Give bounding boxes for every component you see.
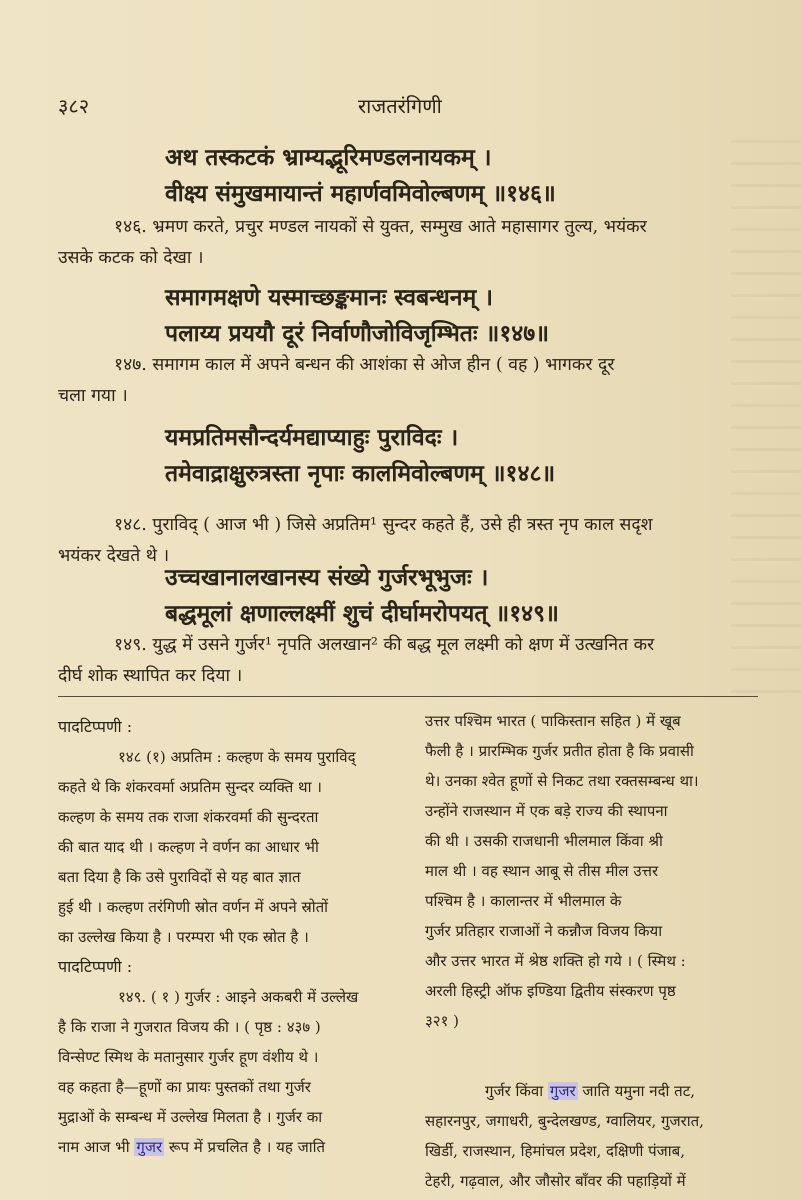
verse-146-line1: अथ तस्कटकं भ्राम्यद्भूरिमण्डलनायकम् । [165,144,492,171]
footnote-line: थे। उनका श्वेत हूणों से निकट तथा रक्तसम्बन्ध था। [425,772,699,790]
footnote-line: कहते थे कि शंकरवर्मा अप्रतिम सुन्दर व्यक्ति था । [58,778,322,796]
footnote-line: १४८ (१) अप्रतिम : कल्हण के समय पुराविद् [118,748,356,766]
footnote-line: की बात याद थी । कल्हण ने वर्णन का आधार भी [58,838,319,856]
footnote-line: बता दिया है कि उसे पुराविदों से यह बात ज्ञात [58,868,301,886]
footnote-line: सहारनपुर, जगाधरी, बुन्देलखण्ड, ग्वालियर, गुजरात, [425,1112,704,1130]
footnote-line [425,1076,773,1106]
footnote-line: पश्चिम है । कालान्तर में भीलमाल के [425,892,622,910]
footnote-line: और उत्तर भारत में श्रेष्ठ शक्ति हो गये । ( स्मिथ : [425,952,686,970]
footnote-line [58,1132,408,1162]
text-run: गुर्जर किंवा [485,1082,548,1100]
verse-148-line2: तमेवाद्राक्षुरुत्रस्ता नृपाः कालमिवोल्बणम् ॥१४८॥ [165,460,556,487]
footnotes-right-column [425,706,773,1196]
translation-line: उसके कटक को देखा । [58,248,204,268]
spacer [425,1036,773,1076]
footnote-line: गुर्जर प्रतिहार राजाओं ने कन्नौज विजय किया [425,922,663,940]
footnote-line: ३२१ ) [425,1012,460,1030]
text-run: नाम आज भी [58,1138,135,1156]
footnote-heading: पादटिप्पणी : [58,717,133,736]
translation-line: १४८. पुराविद् ( आज भी ) जिसे अप्रतिम¹ सुन्दर कहते हैं, उसे ही त्रस्त नृप काल सदृश [114,515,653,535]
translation-line: भयंकर देखते थे । [58,546,170,566]
translation-149 [58,630,758,692]
footnote-line: विन्सेण्ट स्मिथ के मतानुसार गुर्जर हूण वंशीय थे । [58,1048,319,1066]
translation-line: १४७. समागम काल में अपने बन्धन की आशंका से ओज हीन ( वह ) भागकर दूर [114,355,615,375]
translation-line: दीर्घ शोक स्थापित कर दिया । [58,666,243,686]
footnote-line: वह कहता है—हूणों का प्रायः पुस्तकों तथा गुर्जर [58,1078,311,1096]
running-head: राजतरंगिणी [358,94,442,118]
translation-line: १४९. युद्ध में उसने गुर्जर¹ नृपति अलखान² की बद्ध मूल लक्ष्मी को क्षण में उत्खनित कर [114,635,655,655]
translation-line: चला गया । [58,386,128,406]
translation-147 [58,350,758,412]
footnote-line: है कि राजा ने गुजरात विजय की । ( पृष्ठ : ४३७ ) [58,1018,321,1036]
page-number: ३८२ [58,94,90,118]
highlighted-word: गुजर [136,1138,163,1156]
footnote-line: हुई थी । कल्हण तरंगिणी स्रोत वर्णन में अपने स्रोतों [58,898,329,916]
footnote-line: उत्तर पश्चिम भारत ( पाकिस्तान सहित ) में खूब [425,712,681,730]
footnotes-left-column [58,712,408,1162]
verse-146-line2: वीक्ष्य संमुखमायान्तं महार्णवमिवोल्बणम् ॥१४६॥ [165,180,556,207]
translation-146 [58,212,758,274]
footnote-line: फैली है । प्रारम्भिक गुर्जर प्रतीत होता है कि प्रवासी [425,742,694,760]
footnote-divider [58,696,758,697]
text-run: जाति यमुना नदी तट, [577,1082,696,1100]
translation-line: १४६. भ्रमण करते, प्रचुर मण्डल नायकों से युक्त, सम्मुख आते महासागर तुल्य, भयंकर [114,217,647,237]
verse-147-line1: समागमक्षणे यस्माच्छङ्कमानः स्वबन्धनम् । [165,284,493,311]
footnote-line: १४९. ( १ ) गुर्जर : आइने अकबरी में उल्लेख [118,988,359,1006]
verse-147-line2: पलाय्य प्रययौ दूरं निर्वाणौजोविजृम्भितः ॥१४७॥ [165,320,549,347]
footnote-line: खिर्डी, राजस्थान, हिमांचल प्रदेश, दक्षिणी पंजाब, [425,1142,685,1160]
verse-148-line1: यमप्रतिमसौन्दर्यमद्याप्याहुः पुराविदः । [165,424,459,451]
page-header [58,92,761,122]
footnote-line: की थी । उसकी राजधानी भीलमाल किंवा श्री [425,832,663,850]
footnote-line: मुद्राओं के सम्बन्ध में उल्लेख मिलता है । गुर्जर का [58,1108,323,1126]
footnote-line: माल थी । वह स्थान आबू से तीस मील उत्तर [425,862,659,880]
footnote-line: टेहरी, गढ़वाल, और जौसोर बाँवर की पहाड़ियों में [425,1172,686,1190]
footnote-line: कल्हण के समय तक राजा शंकरवर्मा की सुन्दरता [58,808,319,826]
verse-149-line2: बद्धमूलां क्षणाल्लक्ष्मीं शुचं दीर्घामरोपयत् ॥१४९॥ [165,600,559,627]
verse-149-line1: उच्चखानालखानस्य संख्ये गुर्जरभूभुजः । [165,564,489,591]
footnote-line: उन्होंने राजस्थान में एक बड़े राज्य की स्थापना [425,802,668,820]
footnote-heading: पादटिप्पणी : [58,957,133,976]
text-run: रूप में प्रचलित है । यह जाति [164,1138,326,1156]
footnote-line: का उल्लेख किया है । परम्परा भी एक स्रोत है । [58,928,309,946]
footnote-line: अरली हिस्ट्री ऑफ इण्डिया द्वितीय संस्करण पृष्ठ [425,982,676,1000]
highlighted-word: गुजर [549,1082,576,1100]
